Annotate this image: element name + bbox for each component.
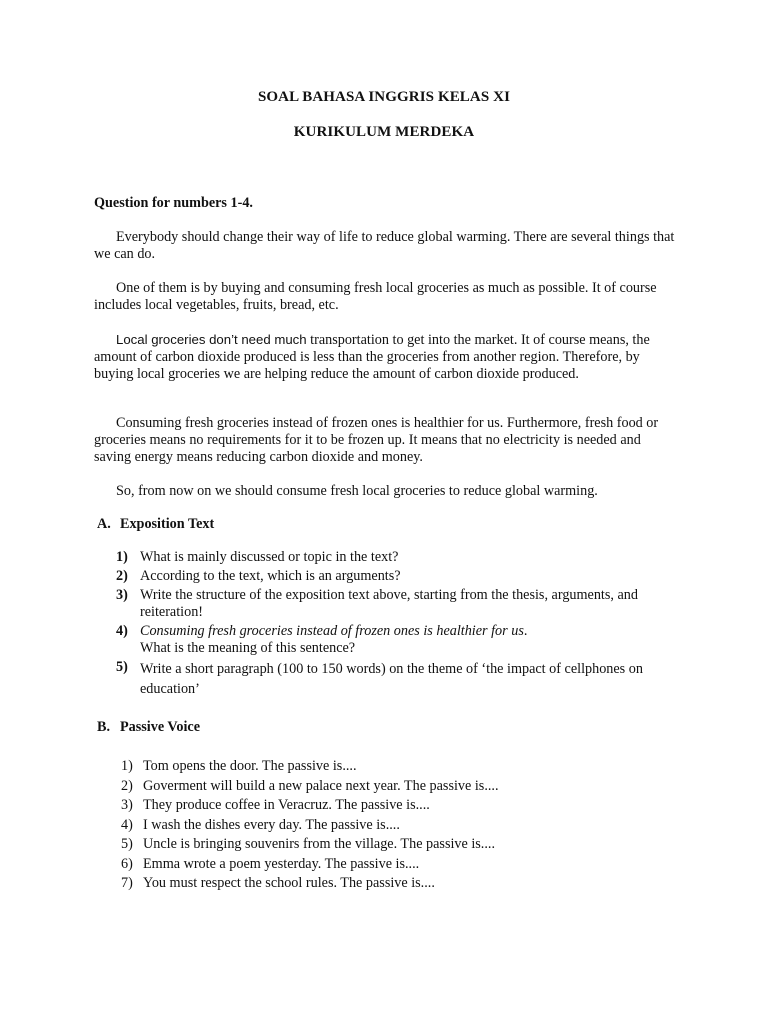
section-a-title: Exposition Text <box>120 516 215 532</box>
item-text: What is mainly discussed or topic in the text? <box>140 549 399 565</box>
item-text: Goverment will build a new palace next year. The passive is.... <box>143 777 499 794</box>
item-number: 3) <box>116 587 128 603</box>
list-item <box>116 623 676 657</box>
passage-paragraph-4: Consuming fresh groceries instead of frozen ones is healthier for us. Furthermore, fresh food or groceries means no requirements for it to be frozen up. It means that no electricity is needed and saving energy means reducing carbon dioxide and money. <box>94 415 659 465</box>
item-text: According to the text, which is an arguments? <box>140 568 401 584</box>
list-item <box>121 816 681 836</box>
item-text <box>140 623 527 639</box>
passage-paragraph-2: One of them is by buying and consuming fresh local groceries as much as possible. It of course includes local vegetables, fruits, bread, etc. <box>94 280 657 313</box>
item-number: 1) <box>121 758 133 774</box>
list-item <box>116 568 676 585</box>
item-text: Write a short paragraph (100 to 150 words) on the theme of ‘the impact of cellphones on education’ <box>140 661 643 697</box>
exposition-question-list <box>116 549 676 701</box>
list-item <box>121 757 681 777</box>
section-b-heading <box>97 719 200 736</box>
item-number: 4) <box>116 623 128 639</box>
list-item <box>116 549 676 566</box>
section-a-heading <box>97 516 214 533</box>
passage-paragraph-1: Everybody should change their way of life to reduce global warming. There are several things that we can do. <box>94 229 675 262</box>
item-text: Tom opens the door. The passive is.... <box>143 758 357 774</box>
item-number: 1) <box>116 549 128 565</box>
item-text: Write the structure of the exposition text above, starting from the thesis, arguments, and reiteration! <box>140 587 638 620</box>
passive-voice-list <box>121 757 681 894</box>
quoted-sentence: Consuming fresh groceries instead of frozen ones is healthier for us <box>140 623 524 639</box>
item-number: 2) <box>121 777 133 794</box>
section-b-letter: B. <box>97 719 111 735</box>
item-text: I wash the dishes every day. The passive is.... <box>143 816 400 833</box>
item-number: 5) <box>116 659 128 675</box>
item-text: Uncle is bringing souvenirs from the village. The passive is.... <box>143 836 495 852</box>
item-subquestion: What is the meaning of this sentence? <box>140 640 356 656</box>
section-a-letter: A. <box>97 516 111 532</box>
list-item <box>121 796 681 816</box>
list-item <box>121 777 681 797</box>
question-heading: Question for numbers 1-4. <box>94 195 253 211</box>
document-title: SOAL BAHASA INGGRIS KELAS XI <box>257 89 511 105</box>
item-number: 5) <box>121 836 133 852</box>
section-b-title: Passive Voice <box>120 719 200 735</box>
paragraph-3-rest: transportation to get into the market. It of course means, the amount of carbon dioxide produced is less than the groceries from another region. Therefore, by buying local groceries we are helping reduce the amount of carbon dioxide produced. <box>94 332 650 382</box>
item-number: 3) <box>121 797 133 813</box>
list-item <box>121 855 681 875</box>
item-number: 6) <box>121 855 133 872</box>
list-item <box>121 835 681 855</box>
document-subtitle: KURIKULUM MERDEKA <box>293 124 475 140</box>
item-text: Emma wrote a poem yesterday. The passive is.... <box>143 855 420 872</box>
sentence-end: . <box>523 623 528 639</box>
item-number: 4) <box>121 816 133 833</box>
item-number: 7) <box>121 875 133 891</box>
passage-paragraph-3 <box>94 331 676 383</box>
item-number: 2) <box>116 568 128 584</box>
list-item <box>116 659 676 699</box>
paragraph-3-lead: Local groceries don’t need much <box>116 332 307 347</box>
item-text: You must respect the school rules. The passive is.... <box>143 875 435 891</box>
item-text: They produce coffee in Veracruz. The passive is.... <box>143 797 430 813</box>
passage-paragraph-5: So, from now on we should consume fresh local groceries to reduce global warming. <box>116 483 598 499</box>
list-item <box>121 874 681 894</box>
list-item <box>116 587 676 621</box>
